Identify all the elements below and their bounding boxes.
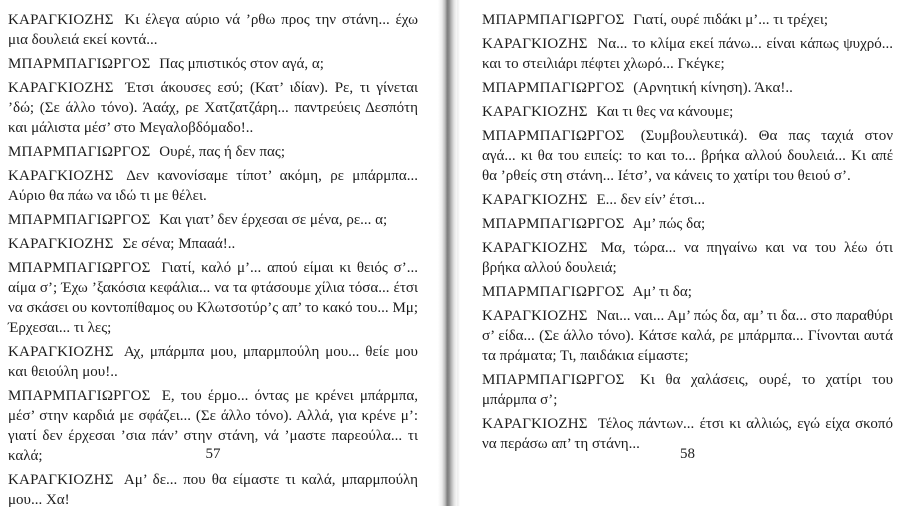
book-page-left bbox=[8, 10, 418, 514]
dialogue-line bbox=[8, 342, 418, 382]
page-number-left: 57 bbox=[205, 446, 221, 462]
speaker-name: ΚΑΡΑΓΚΙΟΖΗΣ bbox=[482, 416, 588, 432]
speaker-name: ΚΑΡΑΓΚΙΟΖΗΣ bbox=[8, 12, 114, 28]
speech-text: Πας μπιστικός στον αγά, α; bbox=[159, 56, 324, 72]
speech-text: (Αρνητική κίνηση). Άκα!.. bbox=[633, 80, 793, 96]
speaker-name: ΜΠΑΡΜΠΑΓΙΩΡΓΟΣ bbox=[8, 388, 151, 404]
dialogue-line bbox=[8, 142, 418, 162]
speaker-name: ΜΠΑΡΜΠΑΓΙΩΡΓΟΣ bbox=[482, 372, 625, 388]
dialogue-line bbox=[482, 10, 893, 30]
dialogue-line bbox=[8, 166, 418, 206]
dialogue-left bbox=[8, 10, 418, 510]
speaker-name: ΜΠΑΡΜΠΑΓΙΩΡΓΟΣ bbox=[482, 12, 625, 28]
speech-text: Τέλος πάντων... έτσι κι αλλιώς, εγώ είχα σκοπό να περάσω απ’ τη στάνη... bbox=[482, 416, 893, 452]
dialogue-line bbox=[8, 54, 418, 74]
speaker-name: ΚΑΡΑΓΚΙΟΖΗΣ bbox=[482, 192, 588, 208]
dialogue-line bbox=[482, 238, 893, 278]
dialogue-line bbox=[482, 306, 893, 366]
speech-text: Κι έλεγα αύριο νά ’ρθω προς την στάνη... έχω μια δουλειά εκεί κοντά... bbox=[8, 12, 418, 48]
dialogue-line bbox=[8, 210, 418, 230]
speaker-name: ΚΑΡΑΓΚΙΟΖΗΣ bbox=[482, 240, 588, 256]
speech-text: Έτσι άκουσες εσύ; (Κατ’ ιδίαν). Ρε, τι γίνεται ’δώ; (Σε άλλο τόνο). Άαάχ, ρε Χατζατζάρη... παντρεύεις Δεσπότη και μάλιστα μέσ’ στο Μεγαλοβδόμαδο!.. bbox=[8, 80, 419, 136]
speaker-name: ΜΠΑΡΜΠΑΓΙΩΡΓΟΣ bbox=[482, 128, 625, 144]
dialogue-line bbox=[8, 234, 418, 254]
speaker-name: ΜΠΑΡΜΠΑΓΙΩΡΓΟΣ bbox=[482, 216, 625, 232]
speech-text: Να... το κλίμα εκεί πάνω... είναι κάπως ψυχρό... και το στειλιάρι πέφτει χλωρό... Γκέγκε; bbox=[482, 36, 893, 72]
speaker-name: ΚΑΡΑΓΚΙΟΖΗΣ bbox=[8, 80, 114, 96]
book-spine-divider bbox=[438, 0, 460, 506]
speaker-name: ΚΑΡΑΓΚΙΟΖΗΣ bbox=[482, 36, 588, 52]
speaker-name: ΜΠΑΡΜΠΑΓΙΩΡΓΟΣ bbox=[8, 212, 151, 228]
dialogue-line bbox=[482, 190, 893, 210]
speaker-name: ΚΑΡΑΓΚΙΟΖΗΣ bbox=[8, 344, 114, 360]
speaker-name: ΚΑΡΑΓΚΙΟΖΗΣ bbox=[8, 168, 114, 184]
speech-text: Και γιατ’ δεν έρχεσαι σε μένα, ρε... α; bbox=[159, 212, 388, 228]
speaker-name: ΜΠΑΡΜΠΑΓΙΩΡΓΟΣ bbox=[482, 284, 625, 300]
dialogue-line bbox=[482, 214, 893, 234]
speaker-name: ΜΠΑΡΜΠΑΓΙΩΡΓΟΣ bbox=[482, 80, 625, 96]
speaker-name: ΜΠΑΡΜΠΑΓΙΩΡΓΟΣ bbox=[8, 144, 151, 160]
dialogue-line bbox=[482, 102, 893, 122]
speaker-name: ΚΑΡΑΓΚΙΟΖΗΣ bbox=[482, 308, 588, 324]
book-page-right bbox=[482, 10, 893, 458]
speech-text: Σε σένα; Μπααά!.. bbox=[122, 236, 236, 252]
dialogue-line bbox=[482, 126, 893, 186]
speech-text: Γιατί, καλό μ’... απού είμαι κι θειός σ’... αίμα σ’; Έχω ’ξακόσια κεφάλια... να τα φτάσουμε χίλια τόσα... έτσι να σκάσει ου κοντοπίθαμος ου Κλωτσοτύρ’ς απ’ το κακό του... Μμ; Έρχεσαι... τι λες; bbox=[8, 260, 418, 336]
dialogue-line bbox=[8, 258, 418, 338]
dialogue-line bbox=[482, 34, 893, 74]
speech-text: Ναι... ναι... Αμ’ πώς δα, αμ’ τι δα... στο παραθύρι σ’ είδα... (Σε άλλο τόνο). Κάτσε καλά, ρε μπάρμπα... Γίνονται αυτά τα πράματα; Τι, παιδάκια είμαστε; bbox=[482, 308, 893, 364]
dialogue-line bbox=[482, 78, 893, 98]
speaker-name: ΜΠΑΡΜΠΑΓΙΩΡΓΟΣ bbox=[8, 260, 151, 276]
speech-text: Γιατί, ουρέ πιδάκι μ’... τι τρέχει; bbox=[633, 12, 829, 28]
speech-text: Και τι θες να κάνουμε; bbox=[596, 104, 734, 120]
speech-text: Ε, του έρμο... όντας με κρένει μπάρμπα, μέσ’ στην καρδιά με σφάζει... (Σε άλλο τόνο). Αλλά, για κρένε μ’: γιατί δεν έρχεσαι ’σια πάν’ στην στάνη, νά ’μαστε παρεούλα... τι καλά; bbox=[8, 388, 419, 464]
speech-text: Αμ’ τι δα; bbox=[632, 284, 692, 300]
speaker-name: ΚΑΡΑΓΚΙΟΖΗΣ bbox=[482, 104, 588, 120]
dialogue-line bbox=[482, 370, 893, 410]
speaker-name: ΚΑΡΑΓΚΙΟΖΗΣ bbox=[8, 236, 114, 252]
speech-text: Δεν κανονίσαμε τίποτ’ ακόμη, ρε μπάρμπα... Αύριο θα πάω να ιδώ τι με θέλει. bbox=[8, 168, 418, 204]
dialogue-right bbox=[482, 10, 893, 454]
dialogue-line bbox=[8, 78, 418, 138]
speech-text: Αμ’ δε... που θα είμαστε τι καλά, μπαρμπούλη μου... Χα! bbox=[8, 472, 418, 508]
speech-text: Αμ’ πώς δα; bbox=[632, 216, 706, 232]
speech-text: Κι θα χαλάσεις, ουρέ, το χατίρι του μπάρμπα σ’; bbox=[482, 372, 893, 408]
speech-text: Ουρέ, πας ή δεν πας; bbox=[159, 144, 285, 160]
speech-text: Αχ, μπάρμπα μου, μπαρμπούλη μου... θείε μου και θειούλη μου!.. bbox=[8, 344, 418, 380]
speaker-name: ΚΑΡΑΓΚΙΟΖΗΣ bbox=[8, 472, 114, 488]
page-number-right: 58 bbox=[680, 446, 695, 462]
speech-text: Μα, τώρα... να πηγαίνω και να του λέω ότι βρήκα αλλού δουλειά; bbox=[482, 240, 894, 276]
dialogue-line bbox=[8, 10, 418, 50]
dialogue-line bbox=[8, 470, 418, 510]
speaker-name: ΜΠΑΡΜΠΑΓΙΩΡΓΟΣ bbox=[8, 56, 151, 72]
speech-text: Ε... δεν είν’ έτσι... bbox=[596, 192, 706, 208]
speech-text: (Συμβουλευτικά). Θα πας ταχιά στον αγά... κι θα του ειπείς: το και το... βρήκα αλλού δουλειά... Κι απέ θα ’ρθείς στη στάνη... Ιέτσ’, να κάνεις το χατίρι του θειού σ’. bbox=[482, 128, 893, 184]
dialogue-line bbox=[482, 282, 893, 302]
